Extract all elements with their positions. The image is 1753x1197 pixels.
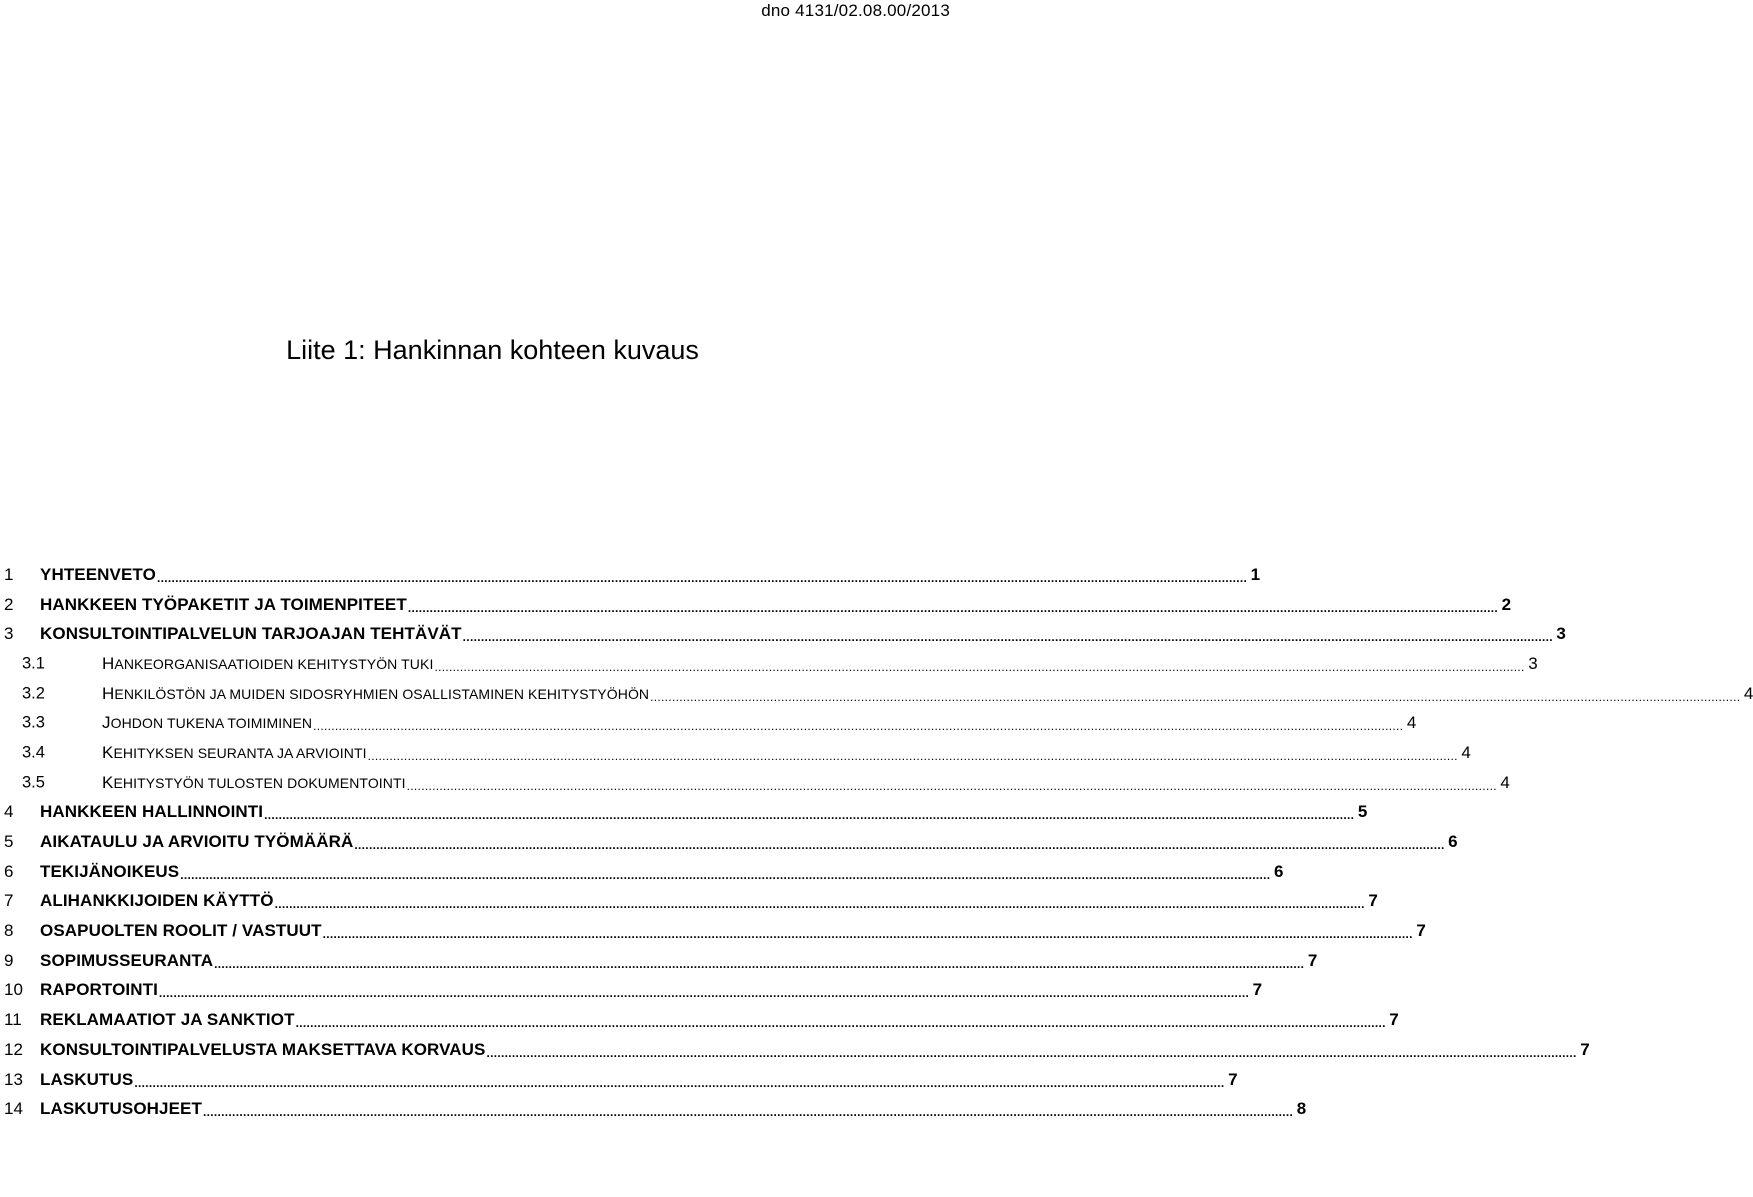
toc-entry-title[interactable]: ALIHANKKIJOIDEN KÄYTTÖ (40, 891, 274, 911)
toc-entry[interactable] (0, 1094, 1307, 1124)
toc-page-number[interactable]: 4 (1406, 713, 1417, 733)
toc-entry-title[interactable]: KEHITYSTYÖN TULOSTEN DOKUMENTOINTI (102, 772, 406, 792)
toc-entry-number: 11 (4, 1010, 22, 1030)
toc-entry[interactable] (0, 1035, 1590, 1065)
toc-entry-body (40, 1094, 1307, 1124)
toc-page-number[interactable]: 3 (1556, 624, 1566, 644)
toc-entry-number: 7 (4, 891, 14, 911)
toc-page-number[interactable]: 7 (1416, 921, 1426, 941)
toc-dot-leader: ............................................................................................................................................................................................................................................................................................................ (274, 897, 1365, 912)
toc-entry-title[interactable]: KONSULTOINTIPALVELUN TARJOAJAN TEHTÄVÄT (40, 624, 462, 644)
toc-page-number[interactable]: 1 (1250, 564, 1261, 584)
toc-entry-number: 5 (4, 832, 14, 852)
toc-entry-number: 2 (4, 594, 14, 614)
toc-entry-body (40, 619, 1566, 649)
toc-entry[interactable] (0, 887, 1378, 917)
toc-entry[interactable] (0, 1005, 1399, 1035)
toc-entry-title[interactable]: AIKATAULU JA ARVIOITU TYÖMÄÄRÄ (40, 832, 354, 852)
toc-entry-title[interactable]: KONSULTOINTIPALVELUSTA MAKSETTAVA KORVAUS (40, 1039, 486, 1059)
toc-entry-title[interactable]: YHTEENVETO (40, 564, 156, 584)
toc-entry-number: 13 (4, 1069, 23, 1089)
toc-entry-body (40, 560, 1261, 590)
toc-dot-leader: ............................................................................................................................................................................................................................................................................................................ (295, 1016, 1386, 1031)
toc-page-number[interactable]: 2 (1501, 594, 1512, 614)
toc-dot-leader: ............................................................................................................................................................................................................................................................................................................ (462, 630, 1553, 645)
toc-entry-body (40, 857, 1284, 887)
toc-entry-number: 4 (4, 802, 14, 822)
toc-dot-leader: ............................................................................................................................................................................................................................................................................................................ (407, 600, 1499, 615)
toc-entry-body (102, 679, 1753, 709)
toc-entry[interactable] (0, 976, 1263, 1006)
toc-entry-title[interactable]: REKLAMAATIOT JA SANKTIOT (40, 1010, 295, 1030)
toc-entry[interactable] (0, 560, 1261, 590)
toc-entry-title[interactable]: KEHITYKSEN SEURANTA JA ARVIOINTI (102, 742, 367, 762)
toc-entry[interactable] (0, 1065, 1238, 1095)
toc-dot-leader: ............................................................................................................................................................................................................................................................................................................ (434, 659, 1525, 674)
toc-entry-body (40, 887, 1378, 917)
page-title: Liite 1: Hankinnan kohteen kuvaus (286, 335, 699, 365)
toc-entry-number: 3.3 (22, 713, 45, 732)
toc-subentry[interactable] (0, 768, 1510, 798)
toc-page-number[interactable]: 8 (1296, 1099, 1307, 1119)
toc-page-number[interactable]: 7 (1228, 1069, 1238, 1089)
toc-entry-body (40, 1035, 1590, 1065)
toc-entry-title[interactable]: LASKUTUS (40, 1069, 134, 1089)
toc-entry-body (40, 1005, 1399, 1035)
toc-entry[interactable] (0, 857, 1284, 887)
toc-dot-leader: ............................................................................................................................................................................................................................................................................................................ (202, 1105, 1294, 1120)
toc-entry-body (102, 738, 1471, 768)
toc-entry-title[interactable]: HANKKEEN TYÖPAKETIT JA TOIMENPITEET (40, 594, 407, 614)
toc-subentry[interactable] (0, 649, 1538, 679)
toc-dot-leader: ............................................................................................................................................................................................................................................................................................................ (264, 808, 1355, 823)
toc-dot-leader: ............................................................................................................................................................................................................................................................................................................ (322, 927, 1413, 942)
toc-entry-title[interactable]: HANKKEEN HALLINNOINTI (40, 802, 264, 822)
toc-entry-number: 3 (4, 624, 14, 644)
toc-page-number[interactable]: 7 (1580, 1039, 1590, 1059)
toc-entry-title[interactable]: TEKIJÄNOIKEUS (40, 861, 180, 881)
toc-dot-leader: ............................................................................................................................................................................................................................................................................................................ (156, 570, 1248, 585)
toc-dot-leader: ............................................................................................................................................................................................................................................................................................................ (650, 689, 1741, 704)
toc-page-number[interactable]: 4 (1743, 683, 1753, 703)
toc-dot-leader: ............................................................................................................................................................................................................................................................................................................ (158, 986, 1250, 1001)
toc-page-number[interactable]: 5 (1357, 802, 1368, 822)
toc-subentry[interactable] (0, 708, 1417, 738)
toc-entry-body (40, 916, 1426, 946)
toc-entry[interactable] (0, 619, 1566, 649)
toc-page-number[interactable]: 3 (1528, 653, 1538, 673)
toc-entry-title[interactable]: SOPIMUSSEURANTA (40, 950, 214, 970)
toc-entry-number: 3.5 (22, 773, 45, 792)
toc-page-number[interactable]: 4 (1461, 742, 1471, 762)
toc-entry-body (40, 976, 1263, 1006)
toc-entry[interactable] (0, 827, 1458, 857)
toc-subentry[interactable] (0, 679, 1753, 709)
toc-page-number[interactable]: 7 (1252, 980, 1263, 1000)
toc-page-number[interactable]: 7 (1368, 891, 1378, 911)
toc-entry-body (102, 768, 1510, 798)
toc-entry-number: 3.1 (22, 654, 45, 673)
toc-entry-number: 3.4 (22, 743, 45, 762)
toc-entry[interactable] (0, 916, 1426, 946)
table-of-contents (0, 560, 1753, 1124)
toc-entry-body (102, 708, 1417, 738)
toc-entry-body (102, 649, 1538, 679)
toc-entry-body (40, 590, 1512, 620)
toc-dot-leader: ............................................................................................................................................................................................................................................................................................................ (180, 867, 1271, 882)
toc-entry-body (40, 827, 1458, 857)
toc-entry-body (40, 798, 1368, 828)
toc-entry-title[interactable]: OSAPUOLTEN ROOLIT / VASTUUT (40, 921, 322, 941)
toc-entry-number: 9 (4, 950, 14, 970)
toc-entry-number: 6 (4, 861, 14, 881)
toc-page-number[interactable]: 4 (1500, 772, 1510, 792)
toc-dot-leader: ............................................................................................................................................................................................................................................................................................................ (486, 1045, 1577, 1060)
toc-entry-number: 10 (4, 980, 23, 1000)
toc-page-number[interactable]: 6 (1273, 861, 1284, 881)
toc-dot-leader: ............................................................................................................................................................................................................................................................................................................ (406, 778, 1497, 793)
toc-entry-body (40, 946, 1318, 976)
toc-entry-number: 14 (4, 1099, 23, 1119)
toc-entry-number: 8 (4, 921, 14, 941)
toc-dot-leader: ............................................................................................................................................................................................................................................................................................................ (367, 748, 1458, 763)
toc-entry-body (40, 1065, 1238, 1095)
toc-page-number[interactable]: 7 (1389, 1010, 1399, 1030)
toc-dot-leader: ............................................................................................................................................................................................................................................................................................................ (214, 956, 1305, 971)
toc-entry[interactable] (0, 798, 1368, 828)
toc-page-number[interactable]: 7 (1307, 950, 1318, 970)
toc-entry-title[interactable]: HENKILÖSTÖN JA MUIDEN SIDOSRYHMIEN OSALLISTAMINEN KEHITYSTYÖHÖN (102, 683, 650, 703)
toc-entry[interactable] (0, 590, 1512, 620)
toc-entry-title[interactable]: HANKEORGANISAATIOIDEN KEHITYSTYÖN TUKI (102, 653, 434, 673)
toc-entry-title[interactable]: JOHDON TUKENA TOIMIMINEN (102, 713, 313, 733)
toc-page-number[interactable]: 6 (1448, 832, 1458, 852)
toc-entry-number: 12 (4, 1039, 23, 1059)
toc-subentry[interactable] (0, 738, 1471, 768)
toc-dot-leader: ............................................................................................................................................................................................................................................................................................................ (313, 719, 1404, 734)
toc-entry-title[interactable]: RAPORTOINTI (40, 980, 158, 1000)
toc-dot-leader: ............................................................................................................................................................................................................................................................................................................ (134, 1075, 1225, 1090)
toc-entry-number: 1 (4, 564, 14, 584)
toc-entry-number: 3.2 (22, 684, 45, 703)
toc-entry-title[interactable]: LASKUTUSOHJEET (40, 1099, 202, 1119)
toc-dot-leader: ............................................................................................................................................................................................................................................................................................................ (354, 838, 1445, 853)
document-number: dno 4131/02.08.00/2013 (761, 1, 950, 20)
toc-entry[interactable] (0, 946, 1318, 976)
